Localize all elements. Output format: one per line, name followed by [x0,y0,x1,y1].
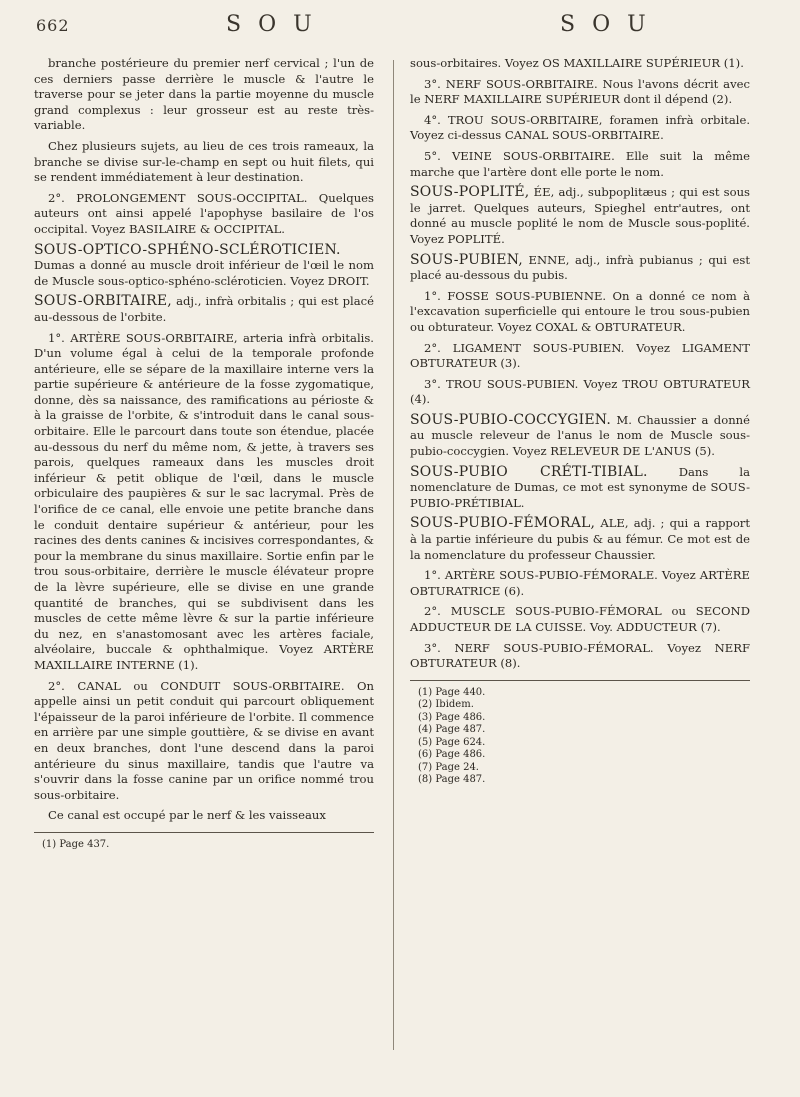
entry-text: M. Chaussier a donné au muscle releveur de l'anus le nom de Muscle sous-pubio-coccygien. Voyez RELEVEUR DE L'ANUS (5). [410,412,751,459]
footnote-separator [410,680,750,681]
paragraph: 2°. CANAL ou CONDUIT SOUS-ORBITAIRE. On appelle ainsi un petit conduit qui parcourt obliquement l'épaisseur de la paroi inférieure de l'orbite. Il commence en arrière par une simple gouttière, & se divise en avant en deux branches, dont l'une descend dans la paroi antérieure du sinus maxillaire, tandis que l'autre va s'ouvrir dans la fosse canine par un orifice nommé trou sous-orbitaire. [34,678,374,802]
page-number: 662 [36,16,70,35]
paragraph: branche postérieure du premier nerf cervical ; l'un de ces derniers passe derrière le muscle & l'autre le traverse pour se jeter dans la partie moyenne du muscle grand complexus : leur grosseur est au reste très-variable. [34,56,374,133]
entry-text: Dans la nomenclature de Dumas, ce mot est synonyme de SOUS-PUBIO-PRÉTIBIAL. [410,464,750,510]
entry-headword: SOUS-PUBIEN, [410,251,523,268]
paragraph: 1°. FOSSE SOUS-PUBIENNE. On a donné ce nom à l'excavation superficielle qui entoure le trou sous-pubien ou obturateur. Voyez COXAL & OBTURATEUR. [410,288,750,334]
dictionary-entry [410,516,750,563]
entry-text: ENNE, adj., infrà pubianus ; qui est placé au-dessous du pubis. [410,252,750,283]
paragraph: 1°. ARTÈRE SOUS-PUBIO-FÉMORALE. Voyez ARTÈRE OBTURATRICE (6). [410,568,750,598]
entry-headword: SOUS-ORBITAIRE, [34,293,172,310]
paragraph: Chez plusieurs sujets, au lieu de ces trois rameaux, la branche se divise sur-le-champ en sept ou huit filets, qui se rendent immédiatement à leur destination. [34,138,374,185]
paragraph: 2°. PROLONGEMENT SOUS-OCCIPITAL. Quelques auteurs ont ainsi appelé l'apophyse basilaire de l'os occipital. Voyez BASILAIRE & OCCIPITAL. [34,190,374,236]
footnote-separator [34,832,374,833]
running-header [0,4,800,44]
entry-text: ÉE, adj., subpoplitæus ; qui est sous le jarret. Quelques auteurs, Spieghel entr'autres, ont donné au muscle poplité le nom de Muscle sous-poplité. Voyez POPLITÉ. [410,185,750,246]
entry-text: Dumas a donné au muscle droit inférieur de l'œil le nom de Muscle sous-optico-sphéno-scléroticien. Voyez DROIT. [34,258,374,288]
right-running-title: S O U [560,12,651,37]
paragraph: 3°. TROU SOUS-PUBIEN. Voyez TROU OBTURATEUR (4). [410,376,750,407]
entry-headword: SOUS-PUBIO-COCCYGIEN. [410,411,612,428]
left-column [34,56,374,851]
entry-headword: SOUS-POPLITÉ, [410,184,530,201]
paragraph: 4°. TROU SOUS-ORBITAIRE, foramen infrà orbitale. Voyez ci-dessus CANAL SOUS-ORBITAIRE. [410,112,750,143]
footnote: (3) Page 486. [418,711,486,723]
dictionary-entry [410,465,750,512]
dictionary-entry [410,185,750,247]
footnote: (1) Page 437. [42,838,110,850]
footnote: (7) Page 24. [418,761,479,773]
dictionary-entry [34,294,374,325]
right-column [410,56,750,787]
left-running-title: S O U [226,12,317,37]
footnote: (1) Page 440. [418,686,486,698]
dictionary-entry [410,413,750,460]
paragraph: 2°. LIGAMENT SOUS-PUBIEN. Voyez LIGAMENT OBTURATEUR (3). [410,340,750,371]
footnote: (6) Page 486. [418,749,486,761]
footnote: (2) Ibidem. [418,699,474,711]
dictionary-entry [410,253,750,284]
entry-text: adj., infrà orbitalis ; qui est placé au-dessous de l'orbite. [34,294,374,324]
paragraph: 2°. MUSCLE SOUS-PUBIO-FÉMORAL ou SECOND ADDUCTEUR DE LA CUISSE. Voy. ADDUCTEUR (7). [410,604,750,634]
entry-text: ALE, adj. ; qui a rapport à la partie inférieure du pubis & au fémur. Ce mot est de la nomenclature du professeur Chaussier. [410,516,750,562]
paragraph: Ce canal est occupé par le nerf & les vaisseaux [48,808,326,823]
paragraph: 3°. NERF SOUS-ORBITAIRE. Nous l'avons décrit avec le NERF MAXILLAIRE SUPÉRIEUR dont il dépend (2). [410,76,750,107]
paragraph: 1°. ARTÈRE SOUS-ORBITAIRE, arteria infrà orbitalis. D'un volume égal à celui de la temporale profonde antérieure, elle se sépare de la maxillaire interne vers la partie supérieure & antérieure de la fosse zygomatique, donne, dès sa naissance, des ramifications au périoste & à la graisse de l'orbite, & s'introduit dans le canal sous-orbitaire. Elle le parcourt dans toute son étendue, placée au-dessous du nerf du même nom, & jette, à travers ses parois, quelques rameaux dans les muscles droit inférieur & petit oblique de l'œil, dans le muscle orbiculaire des paupières & sur le sac lacrymal. Près de l'orifice de ce canal, elle envoie une petite branche dans le conduit dentaire supérieur & antérieur, pour les racines des dents canines & incisives correspondantes, & pour la membrane du sinus maxillaire. Sortie enfin par le trou sous-orbitaire, derrière le muscle élévateur propre de la lèvre supérieure, elle se divise en une grande quantité de branches, qui se subdivisent dans les muscles de cette même lèvre & sur la partie inférieure du nez, en s'anastomosant avec les artères faciale, alvéolaire, buccale & ophthalmique. Voyez ARTÈRE MAXILLAIRE INTERNE (1). [34,330,374,672]
entry-headword: SOUS-PUBIO-FÉMORAL, [410,515,596,532]
footnote: (4) Page 487. [418,724,486,736]
footnote: (5) Page 624. [418,736,486,748]
entry-text: sous-orbitaires. Voyez OS MAXILLAIRE SUPÉRIEUR (1). [410,56,744,70]
dictionary-entry [34,243,374,290]
paragraph: 5°. VEINE SOUS-ORBITAIRE. Elle suit la même marche que l'artère dont elle porte le nom. [410,148,750,179]
entry-headword: SOUS-PUBIO CRÉTI-TIBIAL. [410,463,648,480]
paragraph: 3°. NERF SOUS-PUBIO-FÉMORAL. Voyez NERF OBTURATEUR (8). [410,640,750,671]
column-divider [393,60,394,1050]
footnote: (8) Page 487. [418,774,486,786]
entry-headword: SOUS-OPTICO-SPHÉNO-SCLÉROTICIEN. [34,241,341,258]
dictionary-entry [410,56,750,72]
